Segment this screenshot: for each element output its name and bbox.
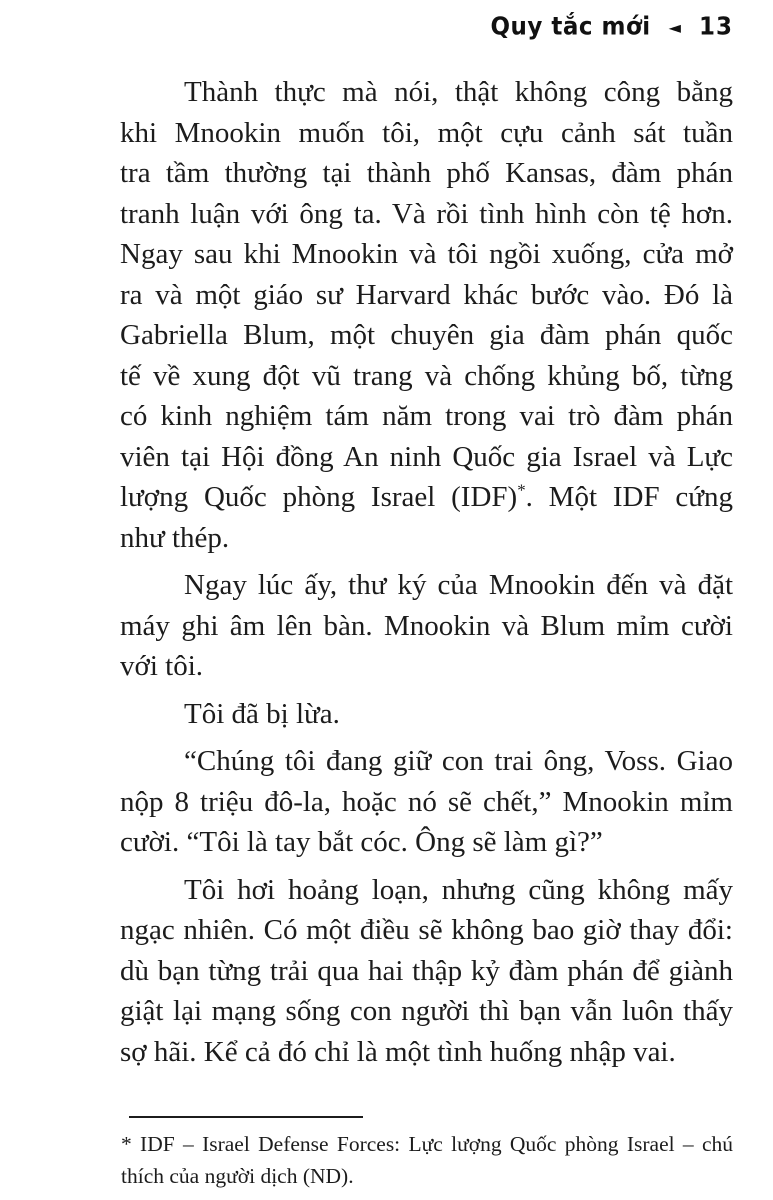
text-line: giật lại mạng sống con người thì bạn vẫn luôn thấy — [120, 995, 733, 1027]
text-line: cười. “Tôi là tay bắt cóc. Ông sẽ làm gì?” — [120, 826, 603, 858]
left-triangle-icon: ◄ — [668, 18, 681, 37]
paragraph — [120, 72, 733, 558]
text-line: lượng Quốc phòng Israel (IDF)*. Một IDF cứng — [120, 480, 733, 513]
page-number: 13 — [698, 12, 733, 42]
paragraph — [120, 694, 733, 735]
text-line: ngạc nhiên. Có một điều sẽ không bao giờ thay đổi: — [120, 914, 733, 946]
text-line: Tôi hơi hoảng loạn, nhưng cũng không mấy — [184, 873, 733, 906]
footnote-line: thích của người dịch (ND). — [121, 1164, 354, 1188]
text-line: tranh luận với ông ta. Và rồi tình hình còn tệ hơn. — [120, 197, 733, 230]
text-line: tra tầm thường tại thành phố Kansas, đàm phán — [120, 157, 733, 189]
paragraph — [120, 741, 733, 863]
running-header — [490, 14, 733, 40]
paragraph — [120, 870, 733, 1073]
text-line: khi Mnookin muốn tôi, một cựu cảnh sát tuần — [120, 116, 733, 149]
text-line: dù bạn từng trải qua hai thập kỷ đàm phán để giành — [120, 954, 733, 987]
footnote-line: * IDF – Israel Defense Forces: Lực lượng Quốc phòng Israel – chú — [121, 1132, 733, 1156]
text-line: với tôi. — [120, 650, 204, 682]
footnote-text — [121, 1128, 733, 1192]
text-line: Thành thực mà nói, thật không công bằng — [184, 76, 733, 108]
body-text — [120, 72, 733, 1079]
text-line: Ngay sau khi Mnookin và tôi ngồi xuống, cửa mở — [120, 238, 733, 270]
text-line: viên tại Hội đồng An ninh Quốc gia Israel và Lực — [120, 440, 733, 473]
text-line: máy ghi âm lên bàn. Mnookin và Blum mỉm cười — [120, 609, 733, 642]
running-title: Quy tắc mới — [490, 12, 651, 42]
text-line: như thép. — [120, 521, 230, 554]
text-line: tế về xung đột vũ trang và chống khủng bố, từng — [120, 359, 733, 392]
paragraph — [120, 565, 733, 687]
text-line: Tôi đã bị lừa. — [184, 697, 340, 730]
text-line: ra và một giáo sư Harvard khác bước vào. Đó là — [120, 278, 733, 311]
text-line: Ngay lúc ấy, thư ký của Mnookin đến và đặt — [184, 569, 733, 601]
text-line: có kinh nghiệm tám năm trong vai trò đàm phán — [120, 400, 733, 432]
text-line: sợ hãi. Kể cả đó chỉ là một tình huống nhập vai. — [120, 1035, 676, 1068]
text-line: “Chúng tôi đang giữ con trai ông, Voss. Giao — [184, 745, 733, 777]
text-line: nộp 8 triệu đô-la, hoặc nó sẽ chết,” Mnookin mỉm — [120, 785, 733, 818]
footnote-asterisk-marker: * — [517, 480, 526, 500]
text-line: Gabriella Blum, một chuyên gia đàm phán quốc — [120, 319, 733, 351]
footnote-divider — [129, 1116, 363, 1118]
